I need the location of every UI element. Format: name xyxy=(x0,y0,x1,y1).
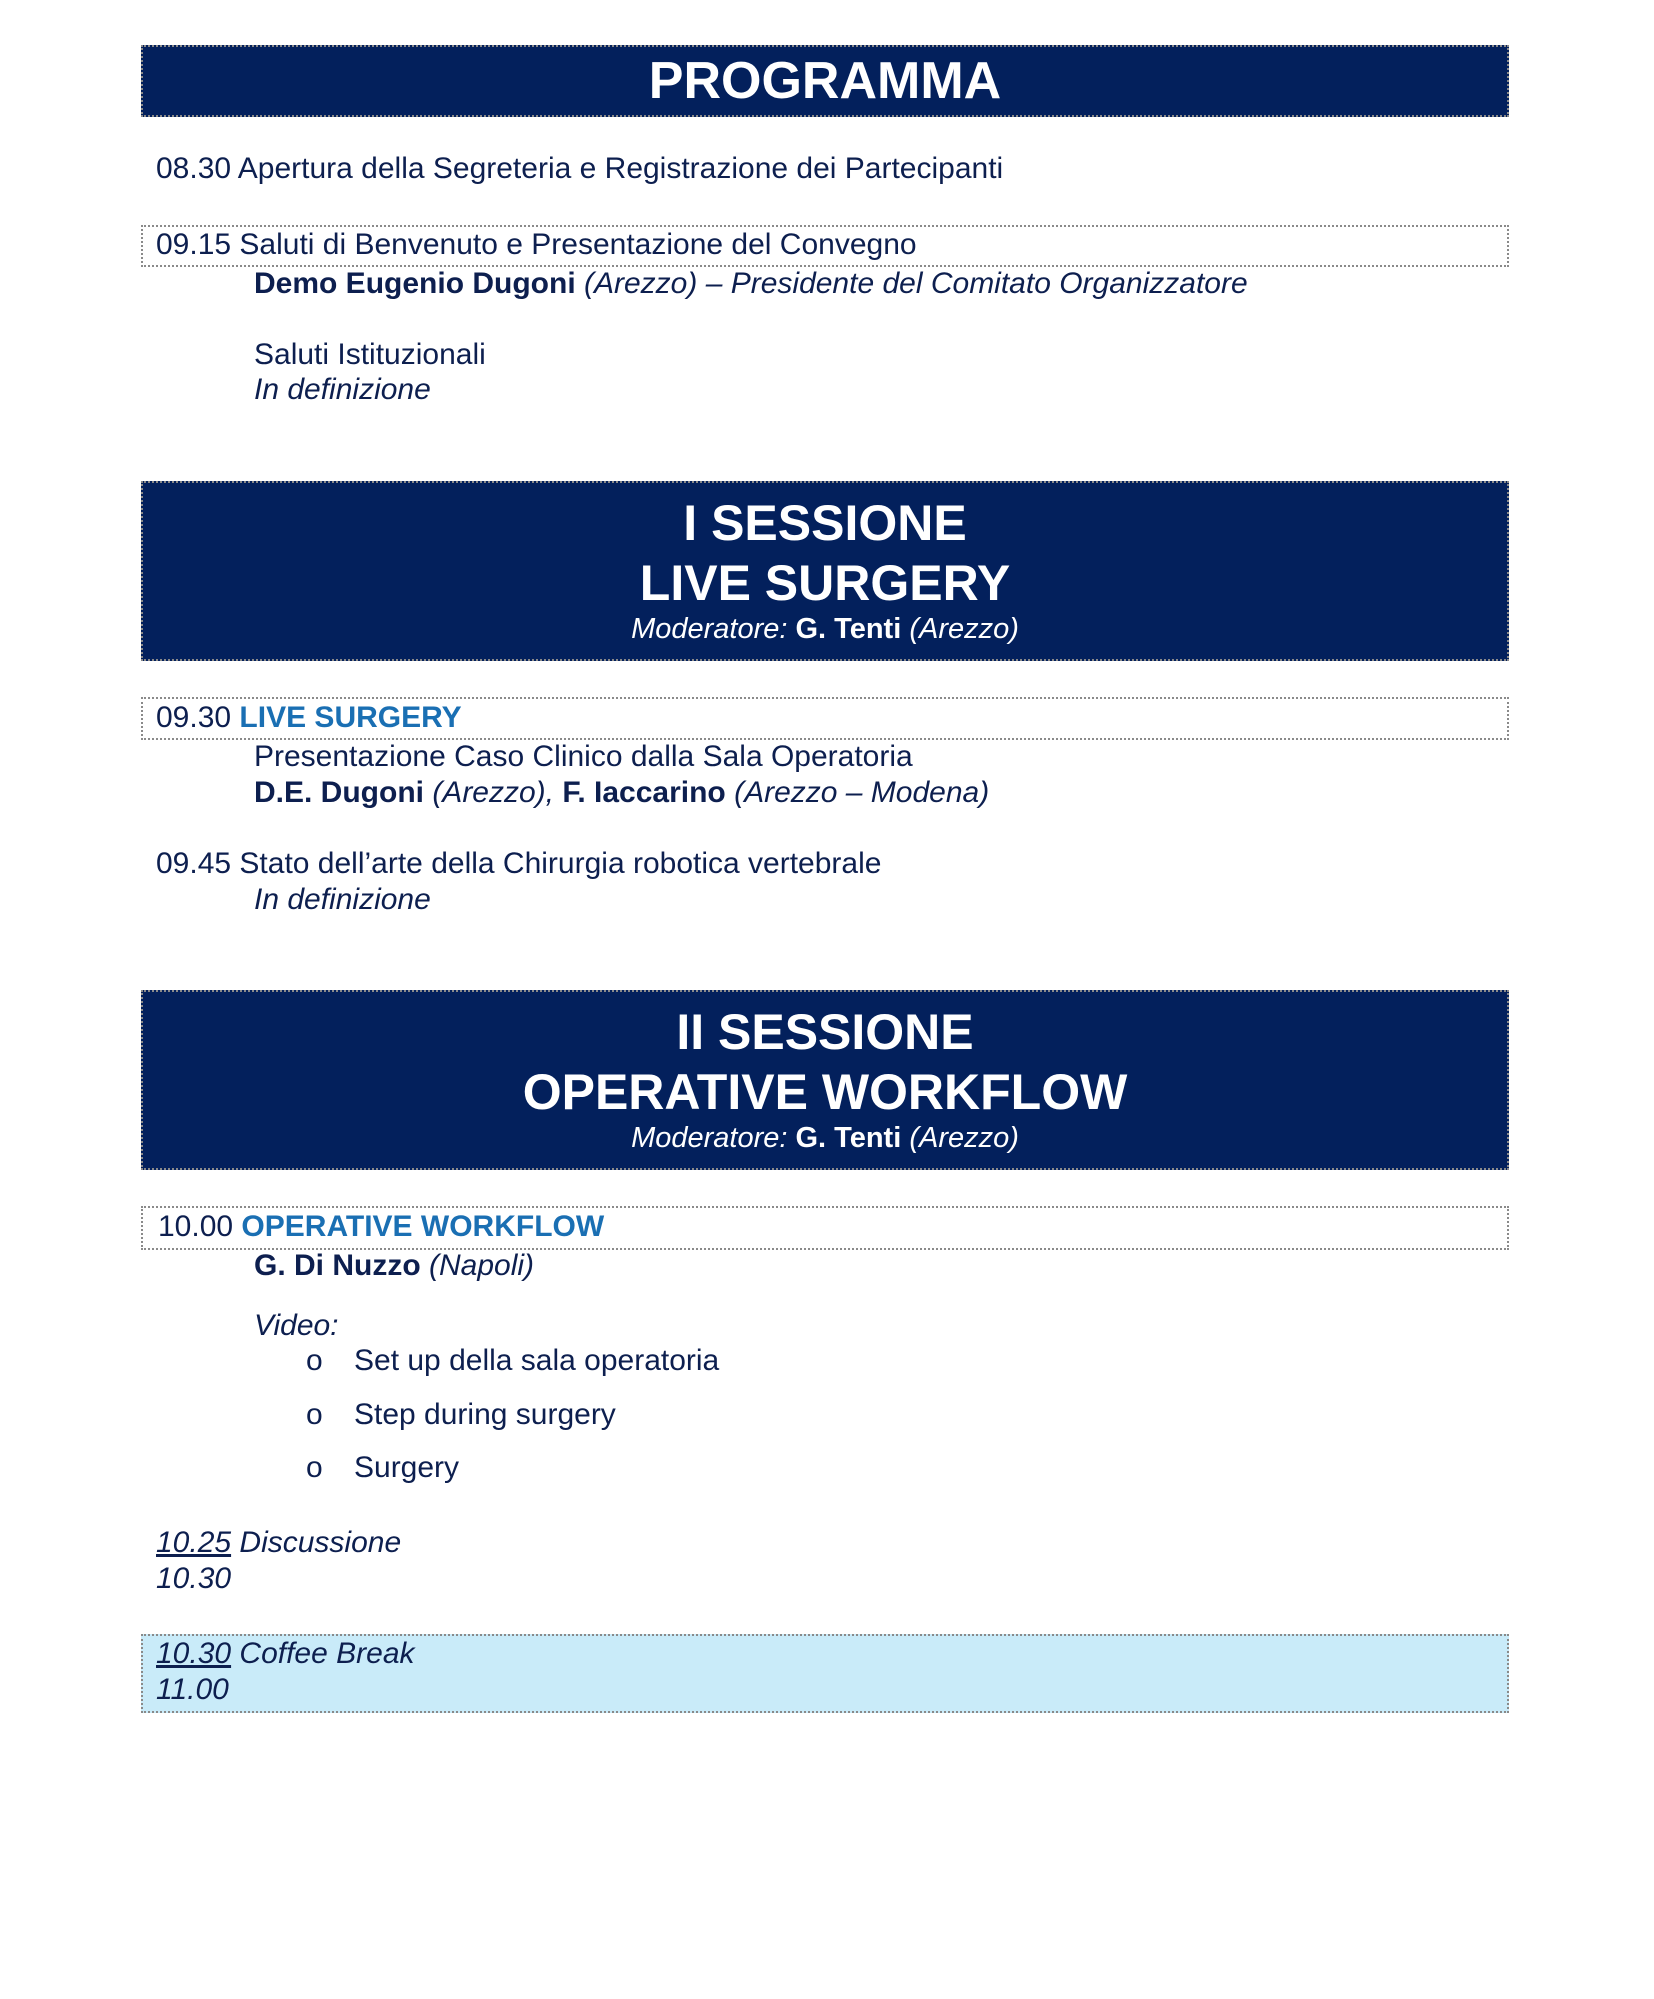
speaker-name: G. Di Nuzzo xyxy=(254,1249,421,1282)
moderator xyxy=(143,613,1507,646)
moderator-city: (Arezzo) xyxy=(901,613,1019,645)
session2-header xyxy=(141,990,1509,1170)
bullet-icon: o xyxy=(306,1451,323,1484)
moderator-city: (Arezzo) xyxy=(901,1122,1019,1154)
time-end: 11.00 xyxy=(156,1673,229,1706)
time: 09.15 xyxy=(156,228,232,261)
session-title: LIVE SURGERY xyxy=(639,555,1011,611)
time-start: 10.25 xyxy=(156,1526,232,1559)
item-note: In definizione xyxy=(254,883,431,916)
video-item: Step during surgery xyxy=(354,1398,616,1431)
bullet-icon: o xyxy=(306,1398,323,1431)
speaker-city: (Arezzo), xyxy=(423,776,563,809)
moderator xyxy=(143,1122,1507,1155)
item-text: Stato dell’arte della Chirurgia robotica vertebrale xyxy=(239,847,882,880)
coffee-break xyxy=(156,1637,415,1671)
speaker-city: (Arezzo – Modena) xyxy=(725,776,990,809)
item-1000 xyxy=(158,1210,604,1244)
item-0930 xyxy=(156,701,462,735)
item-text: Discussione xyxy=(231,1526,402,1559)
session-title: OPERATIVE WORKFLOW xyxy=(522,1064,1128,1120)
time-end: 10.30 xyxy=(156,1562,232,1595)
session1-header xyxy=(141,481,1509,661)
time: 09.30 xyxy=(156,701,232,734)
video-item: Set up della sala operatoria xyxy=(354,1344,720,1377)
speaker-role: – Presidente del Comitato Organizzatore xyxy=(697,267,1248,300)
item-title: OPERATIVE WORKFLOW xyxy=(241,1210,605,1243)
speaker-name: Demo Eugenio Dugoni xyxy=(254,267,576,300)
item-0945 xyxy=(156,847,881,881)
moderator-label: Moderatore: xyxy=(631,613,796,645)
speakers xyxy=(254,776,989,810)
bullet-icon: o xyxy=(306,1344,323,1377)
item-0830 xyxy=(156,152,1003,186)
speaker-line xyxy=(254,267,1248,301)
speaker-name: D.E. Dugoni xyxy=(254,776,424,809)
speaker-line xyxy=(254,1249,534,1283)
discussion xyxy=(156,1526,401,1560)
sub-note: In definizione xyxy=(254,373,431,406)
time: 09.45 xyxy=(156,847,232,880)
item-text: Coffee Break xyxy=(231,1637,415,1670)
item-text: Apertura della Segreteria e Registrazione dei Partecipanti xyxy=(237,152,1004,185)
sub-title: Saluti Istituzionali xyxy=(254,338,486,371)
session-number: I SESSIONE xyxy=(683,495,967,551)
time: 10.00 xyxy=(158,1210,234,1243)
video-item: Surgery xyxy=(354,1451,460,1484)
time: 08.30 xyxy=(156,152,232,185)
session-number: II SESSIONE xyxy=(676,1004,974,1060)
moderator-label: Moderatore: xyxy=(631,1122,796,1154)
item-0915 xyxy=(156,228,917,262)
program-title: PROGRAMMA xyxy=(648,52,1002,110)
item-title: LIVE SURGERY xyxy=(239,701,462,734)
moderator-name: G. Tenti xyxy=(795,613,902,645)
program-header xyxy=(141,45,1509,117)
item-text: Saluti di Benvenuto e Presentazione del Convegno xyxy=(239,228,917,261)
item-desc: Presentazione Caso Clinico dalla Sala Operatoria xyxy=(254,740,913,773)
speaker-city: (Arezzo) xyxy=(584,267,698,300)
time-start: 10.30 xyxy=(156,1637,232,1670)
video-label: Video: xyxy=(254,1309,339,1342)
speaker-city: (Napoli) xyxy=(420,1249,535,1282)
speaker-name: F. Iaccarino xyxy=(562,776,726,809)
moderator-name: G. Tenti xyxy=(795,1122,902,1154)
